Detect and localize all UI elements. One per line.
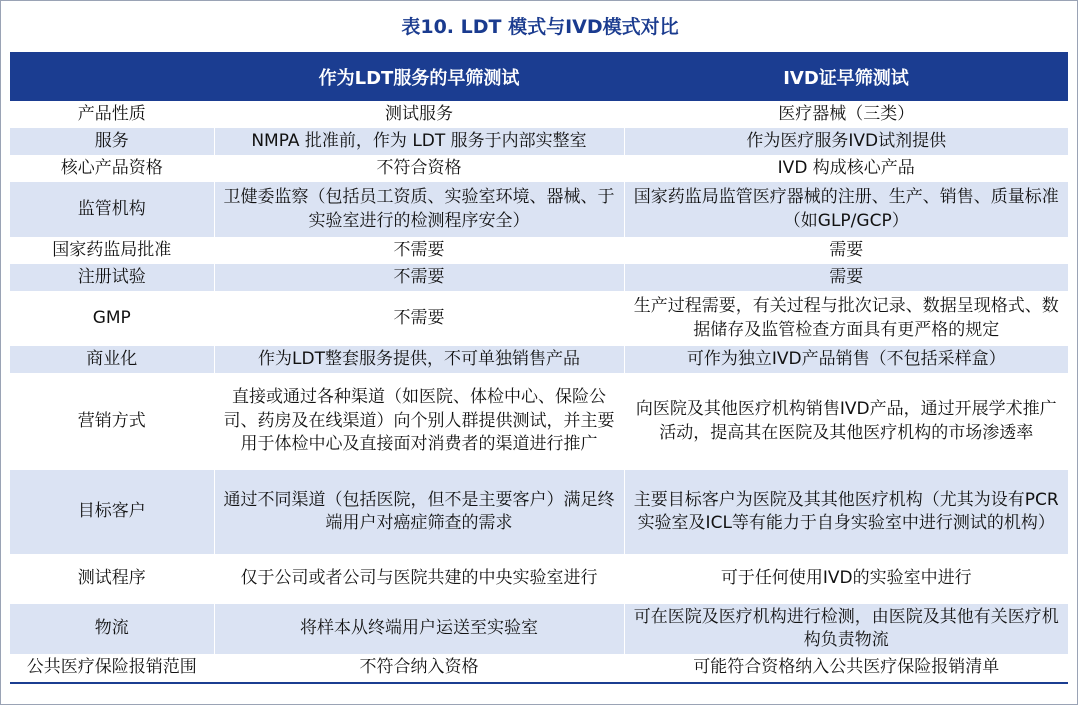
ldt-cell: 不需要 [214, 264, 624, 291]
table-row [10, 291, 1068, 346]
table-title: 表10. LDT 模式与IVD模式对比 [401, 16, 679, 38]
table-row [10, 237, 1068, 264]
ldt-cell: 不需要 [214, 291, 624, 346]
ivd-cell: 向医院及其他医疗机构销售IVD产品，通过开展学术推广活动，提高其在医院及其他医疗机构的市场渗透率 [624, 373, 1068, 470]
table-row [10, 554, 1068, 604]
table-row [10, 264, 1068, 291]
ldt-cell: NMPA 批准前，作为 LDT 服务于内部实整室 [214, 128, 624, 155]
ivd-cell: 可于任何使用IVD的实验室中进行 [624, 554, 1068, 604]
table-row [10, 604, 1068, 654]
row-label: 注册试验 [10, 264, 214, 291]
ivd-cell: 国家药监局监管医疗器械的注册、生产、销售、质量标准（如GLP/GCP） [624, 182, 1068, 237]
header-ivd: IVD证早筛测试 [624, 52, 1068, 101]
table-row [10, 470, 1068, 554]
ldt-cell: 作为LDT整套服务提供，不可单独销售产品 [214, 346, 624, 373]
table-row [10, 182, 1068, 237]
ivd-cell: 需要 [624, 237, 1068, 264]
table-row [10, 101, 1068, 128]
table-row [10, 346, 1068, 373]
ivd-cell: 需要 [624, 264, 1068, 291]
ldt-cell: 通过不同渠道（包括医院，但不是主要客户）满足终端用户对癌症筛查的需求 [214, 470, 624, 554]
ivd-cell: 生产过程需要，有关过程与批次记录、数据呈现格式、数据储存及监管检查方面具有更严格的规定 [624, 291, 1068, 346]
ldt-cell: 将样本从终端用户运送至实验室 [214, 604, 624, 654]
table-row [10, 128, 1068, 155]
header-blank [10, 52, 214, 101]
row-label: 核心产品资格 [10, 155, 214, 182]
ivd-cell: IVD 构成核心产品 [624, 155, 1068, 182]
row-label: 营销方式 [10, 373, 214, 470]
row-label: 物流 [10, 604, 214, 654]
table-row [10, 155, 1068, 182]
row-label: 目标客户 [10, 470, 214, 554]
row-label: 监管机构 [10, 182, 214, 237]
ivd-cell: 可能符合资格纳入公共医疗保险报销清单 [624, 654, 1068, 683]
ldt-cell: 不符合纳入资格 [214, 654, 624, 683]
header-ldt: 作为LDT服务的早筛测试 [214, 52, 624, 101]
row-label: 公共医疗保险报销范围 [10, 654, 214, 683]
ldt-cell: 直接或通过各种渠道（如医院、体检中心、保险公司、药房及在线渠道）向个别人群提供测试，并主要用于体检中心及直接面对消费者的渠道进行推广 [214, 373, 624, 470]
ivd-cell: 作为医疗服务IVD试剂提供 [624, 128, 1068, 155]
row-label: 测试程序 [10, 554, 214, 604]
ivd-cell: 医疗器械（三类） [624, 101, 1068, 128]
row-label: 服务 [10, 128, 214, 155]
table-row [10, 654, 1068, 683]
row-label: 商业化 [10, 346, 214, 373]
ivd-cell: 主要目标客户为医院及其其他医疗机构（尤其为设有PCR实验室及ICL等有能力于自身实验室中进行测试的机构） [624, 470, 1068, 554]
ldt-cell: 不符合资格 [214, 155, 624, 182]
ivd-cell: 可在医院及医疗机构进行检测，由医院及其他有关医疗机构负责物流 [624, 604, 1068, 654]
ldt-cell: 不需要 [214, 237, 624, 264]
ldt-cell: 测试服务 [214, 101, 624, 128]
ivd-cell: 可作为独立IVD产品销售（不包括采样盒） [624, 346, 1068, 373]
row-label: 国家药监局批准 [10, 237, 214, 264]
ldt-cell: 卫健委监察（包括员工资质、实验室环境、器械、于实验室进行的检测程序安全） [214, 182, 624, 237]
header-row [10, 52, 1068, 101]
row-label: 产品性质 [10, 101, 214, 128]
comparison-table [10, 52, 1068, 684]
table-row [10, 373, 1068, 470]
row-label: GMP [10, 291, 214, 346]
ldt-cell: 仅于公司或者公司与医院共建的中央实验室进行 [214, 554, 624, 604]
